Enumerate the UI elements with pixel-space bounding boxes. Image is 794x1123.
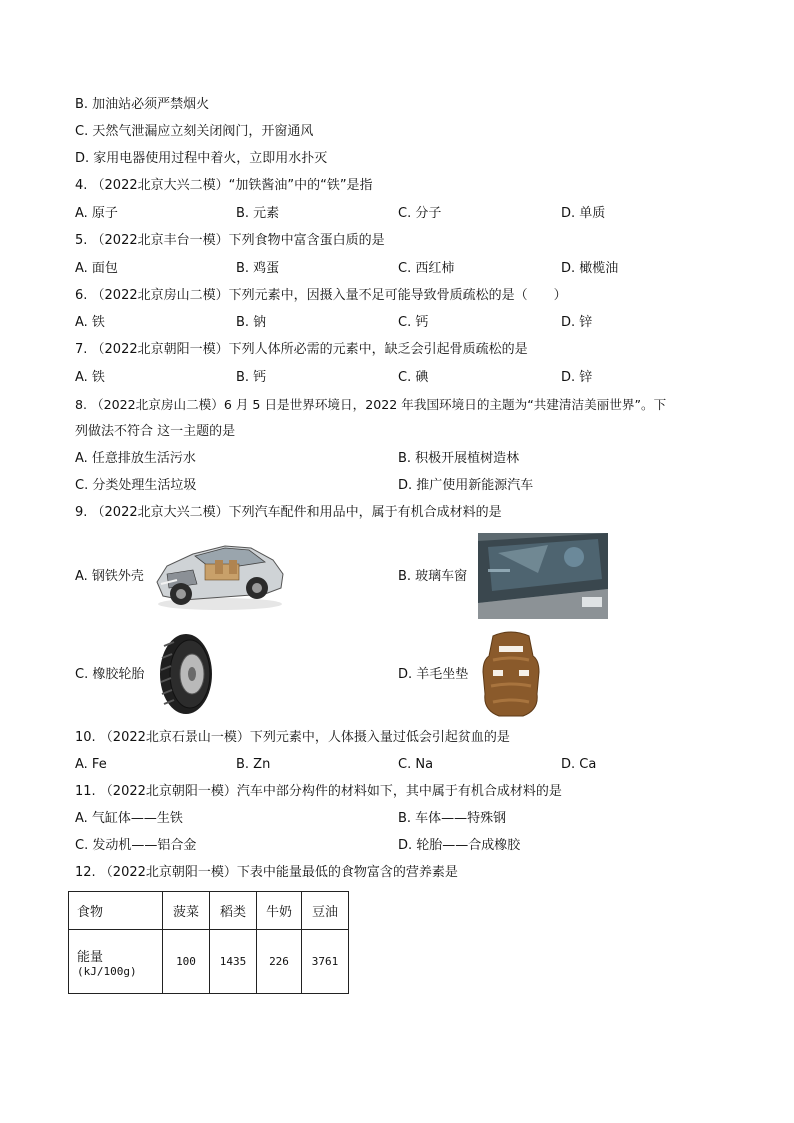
- q9-option-a: A. 钢铁外壳: [75, 569, 144, 584]
- food-energy-table: [68, 891, 349, 994]
- q5-stem: 5. （2022北京丰台一模）下列食物中富含蛋白质的是: [75, 233, 385, 248]
- table-food-name: 牛奶: [257, 892, 302, 930]
- q10-option-b: B. Zn: [236, 757, 271, 772]
- table-food-name: 菠菜: [163, 892, 210, 930]
- q8-option-a: A. 任意排放生活污水: [75, 451, 196, 466]
- q10-option-c: C. Na: [398, 757, 434, 772]
- q5-option-c: C. 西红柿: [398, 261, 455, 276]
- q7-option-d: D. 锌: [561, 370, 593, 385]
- q7-stem: 7. （2022北京朝阳一模）下列人体所必需的元素中，缺乏会引起骨质疏松的是: [75, 342, 528, 357]
- q9-option-c: C. 橡胶轮胎: [75, 667, 145, 682]
- q4-option-d: D. 单质: [561, 206, 606, 221]
- q4-option-a: A. 原子: [75, 206, 118, 221]
- q11-stem: 11. （2022北京朝阳一模）汽车中部分构件的材料如下，其中属于有机合成材料的是: [75, 784, 562, 799]
- q7-option-c: C. 碘: [398, 370, 429, 385]
- q12-stem: 12. （2022北京朝阳一模）下表中能量最低的食物富含的营养素是: [75, 865, 458, 880]
- energy-label: 能量: [77, 949, 104, 965]
- q3-option-c: C. 天然气泄漏应立刻关闭阀门，开窗通风: [75, 124, 314, 139]
- q6-option-a: A. 铁: [75, 315, 105, 330]
- q6-option-c: C. 钙: [398, 315, 429, 330]
- q11-option-d: D. 轮胎——合成橡胶: [398, 838, 521, 853]
- car-body-image: [153, 530, 287, 612]
- q6-stem: 6. （2022北京房山二模）下列元素中，因摄入量不足可能导致骨质疏松的是（ ）: [75, 288, 567, 303]
- q5-option-a: A. 面包: [75, 261, 118, 276]
- q5-option-b: B. 鸡蛋: [236, 261, 280, 276]
- q9-stem: 9. （2022北京大兴二模）下列汽车配件和用品中，属于有机合成材料的是: [75, 505, 502, 520]
- q10-stem: 10. （2022北京石景山一模）下列元素中，人体摄入量过低会引起贫血的是: [75, 730, 510, 745]
- wool-seat-cushion-image: [479, 630, 543, 718]
- q9-option-b: B. 玻璃车窗: [398, 569, 468, 584]
- table-energy-row: [69, 930, 349, 994]
- table-food-name: 稻类: [210, 892, 257, 930]
- q9-option-d: D. 羊毛坐垫: [398, 667, 469, 682]
- q4-option-b: B. 元素: [236, 206, 280, 221]
- q4-stem: 4. （2022北京大兴二模）“加铁酱油”中的“铁”是指: [75, 178, 373, 193]
- table-energy-label: [69, 930, 163, 994]
- rubber-tire-image: [156, 632, 216, 716]
- q7-option-a: A. 铁: [75, 370, 105, 385]
- q8-option-c: C. 分类处理生活垃圾: [75, 478, 197, 493]
- q10-option-d: D. Ca: [561, 757, 597, 772]
- energy-unit: (kJ/100g): [77, 964, 137, 978]
- table-energy-value: 226: [257, 930, 302, 994]
- q8-stem-line2: 列做法不符合 这一主题的是: [75, 424, 236, 439]
- table-header-label: 食物: [69, 892, 163, 930]
- table-energy-value: 1435: [210, 930, 257, 994]
- q5-option-d: D. 橄榄油: [561, 261, 619, 276]
- q11-option-a: A. 气缸体——生铁: [75, 811, 183, 826]
- q8-stem-line1: 8. （2022北京房山二模）6 月 5 日是世界环境日，2022 年我国环境日的主题为“共建清洁美丽世界”。下: [75, 397, 667, 412]
- glass-window-image: [478, 533, 608, 619]
- q7-option-b: B. 钙: [236, 370, 267, 385]
- q6-option-d: D. 锌: [561, 315, 593, 330]
- table-energy-value: 100: [163, 930, 210, 994]
- q4-option-c: C. 分子: [398, 206, 442, 221]
- table-header-row: [69, 892, 349, 930]
- q11-option-b: B. 车体——特殊钢: [398, 811, 507, 826]
- q3-option-b: B. 加油站必须严禁烟火: [75, 97, 210, 112]
- q11-option-c: C. 发动机——铝合金: [75, 838, 197, 853]
- table-energy-value: 3761: [302, 930, 349, 994]
- q3-option-d: D. 家用电器使用过程中着火，立即用水扑灭: [75, 151, 328, 166]
- q10-option-a: A. Fe: [75, 757, 107, 772]
- q6-option-b: B. 钠: [236, 315, 267, 330]
- table-food-name: 豆油: [302, 892, 349, 930]
- q8-option-d: D. 推广使用新能源汽车: [398, 478, 534, 493]
- q8-option-b: B. 积极开展植树造林: [398, 451, 520, 466]
